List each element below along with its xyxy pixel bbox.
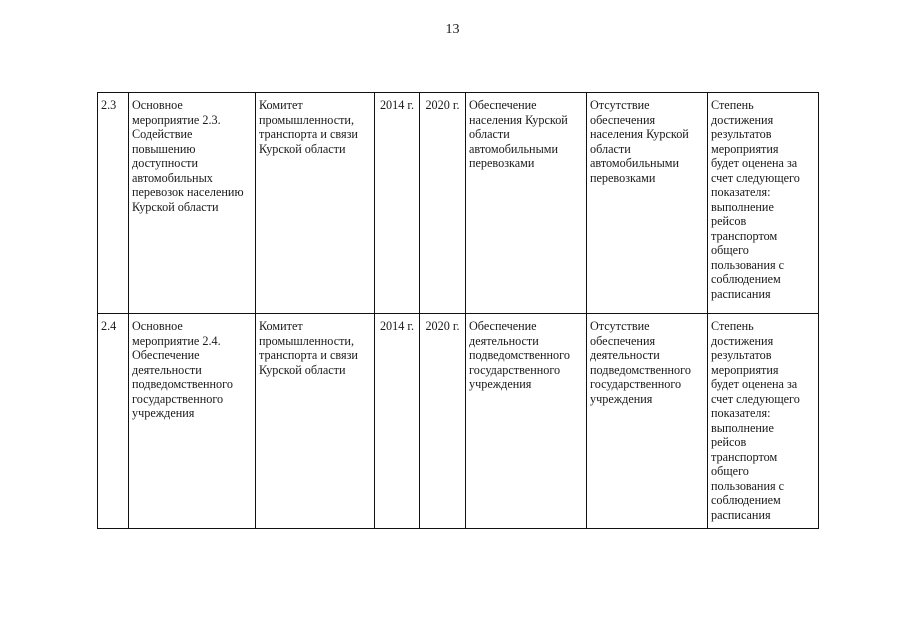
table-row	[98, 314, 819, 529]
cell-number: 2.4	[98, 314, 129, 529]
cell-executor: Комитет промышленности, транспорта и связи Курской области	[256, 93, 375, 314]
cell-start-year: 2014 г.	[375, 93, 420, 314]
measures-table	[97, 92, 819, 529]
cell-measure-name: Основное мероприятие 2.3. Содействие повышению доступности автомобильных перевозок населению Курской области	[129, 93, 256, 314]
cell-expected-result: Обеспечение деятельности подведомственного государственного учреждения	[466, 314, 587, 529]
cell-start-year: 2014 г.	[375, 314, 420, 529]
cell-indicator: Степень достижения результатов мероприятия будет оценена за счет следующего показателя: выполнение рейсов транспортом общего пользования с соблюдением расписания	[708, 314, 819, 529]
cell-executor: Комитет промышленности, транспорта и связи Курской области	[256, 314, 375, 529]
cell-consequences: Отсутствие обеспечения деятельности подведомственного государственного учреждения	[587, 314, 708, 529]
page-number: 13	[445, 22, 460, 37]
cell-end-year: 2020 г.	[420, 314, 466, 529]
cell-expected-result: Обеспечение населения Курской области автомобильными перевозками	[466, 93, 587, 314]
table-row	[98, 93, 819, 314]
cell-indicator: Степень достижения результатов мероприятия будет оценена за счет следующего показателя: выполнение рейсов транспортом общего пользования с соблюдением расписания	[708, 93, 819, 314]
cell-consequences: Отсутствие обеспечения населения Курской области автомобильными перевозками	[587, 93, 708, 314]
cell-measure-name: Основное мероприятие 2.4. Обеспечение деятельности подведомственного государственного учреждения	[129, 314, 256, 529]
cell-end-year: 2020 г.	[420, 93, 466, 314]
cell-number: 2.3	[98, 93, 129, 314]
